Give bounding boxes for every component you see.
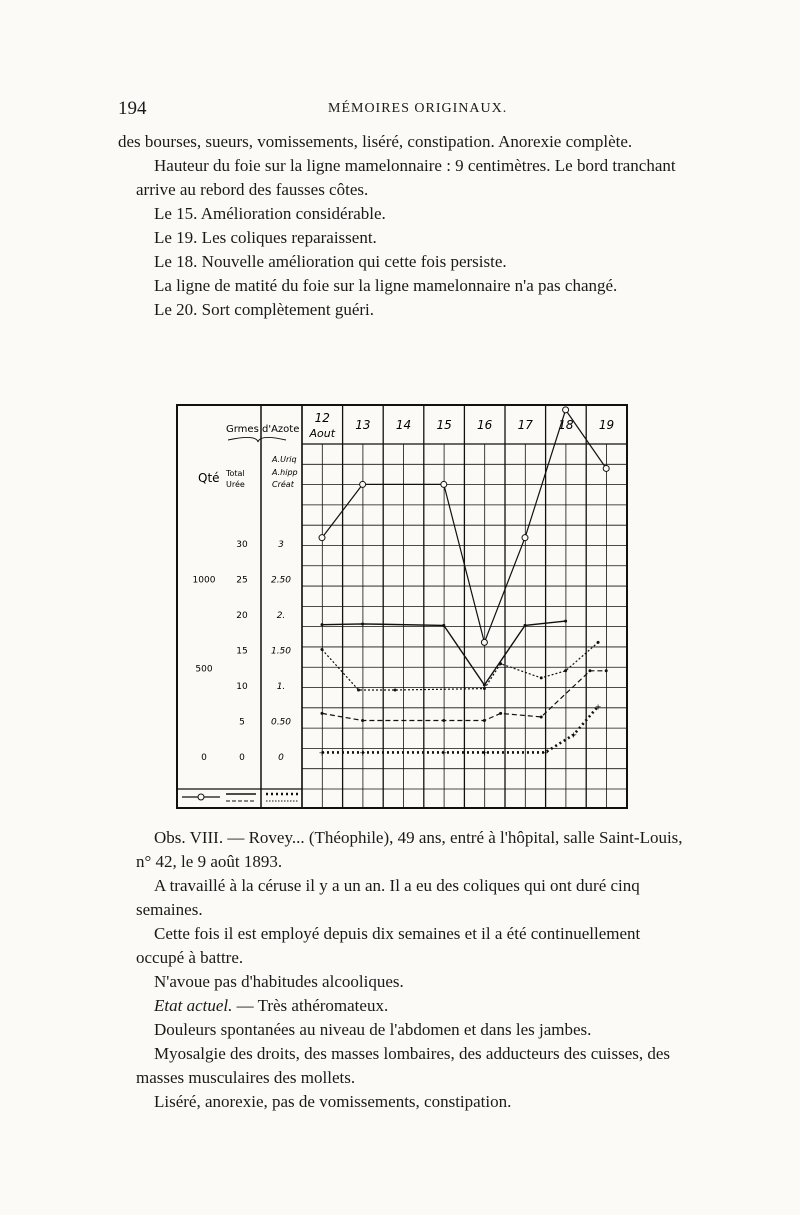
bottom-text-block — [118, 826, 684, 1114]
paragraph: A travaillé à la céruse il y a un an. Il a eu des coliques qui ont duré cinq semaines. — [136, 876, 640, 919]
data-point-ahipp — [540, 715, 543, 718]
scale-label-qte: 1000 — [192, 575, 216, 586]
paragraph: Cette fois il est employé depuis dix semaines et il a été continuellement occupé à battre. — [136, 924, 641, 967]
data-point-auriq — [564, 669, 567, 672]
data-point-auriq — [483, 687, 486, 690]
data-point-qte — [360, 481, 366, 487]
data-point-ahipp — [361, 719, 364, 722]
scale-label-auriq: 2. — [276, 611, 286, 621]
date-label: 15 — [436, 418, 452, 432]
paragraph: Hauteur du foie sur la ligne mamelonnaire : 9 centimètres. Le bord tranchant arrive au rebord des fausses côtes. — [136, 156, 676, 199]
paragraph: Douleurs spontanées au niveau de l'abdomen et dans les jambes. — [154, 1020, 592, 1039]
date-labels — [309, 411, 615, 440]
data-point-creat: + — [541, 748, 549, 758]
paragraph: Le 18. Nouvelle amélioration qui cette fois persiste. — [154, 252, 507, 271]
date-label: 16 — [477, 418, 493, 432]
page-number: 194 — [118, 98, 147, 119]
chart-svg — [176, 404, 628, 809]
scale-label-auriq: 1. — [276, 682, 286, 692]
paragraph: Le 20. Sort complètement guéri. — [154, 300, 374, 319]
data-point-qte — [481, 639, 487, 645]
data-point-auriq — [499, 662, 502, 665]
ahipp-header: A.hipp — [272, 468, 298, 477]
data-point-creat: + — [594, 702, 602, 712]
data-point-uree — [442, 624, 445, 627]
data-point-qte — [319, 535, 325, 541]
date-label: 19 — [598, 418, 615, 432]
legend-qte-marker — [198, 794, 204, 800]
scale-label-uree: 20 — [236, 611, 248, 621]
page-header — [118, 98, 688, 124]
paragraph: Myosalgie des droits, des masses lombaires, des adducteurs des cuisses, des masses musculaires des mollets. — [136, 1044, 671, 1087]
paragraph: des bourses, sueurs, vomissements, liséré, constipation. Anorexie complète. — [118, 132, 633, 151]
auriq-header: A.Uriq — [272, 455, 297, 464]
azote-header: Grmes d'Azote — [226, 424, 300, 435]
total-header: Total — [226, 469, 245, 478]
data-point-auriq — [394, 688, 397, 691]
paragraph: Liséré, anorexie, pas de vomissements, constipation. — [154, 1092, 512, 1111]
data-point-ahipp — [483, 719, 486, 722]
data-point-ahipp — [605, 669, 608, 672]
data-point-uree — [483, 684, 486, 687]
date-label: 18 — [558, 418, 574, 432]
date-label: 12 — [314, 411, 330, 425]
data-point-uree — [564, 620, 567, 623]
data-point-creat: + — [318, 748, 326, 758]
scale-label-uree: 10 — [236, 682, 248, 692]
paragraph: N'avoue pas d'habitudes alcooliques. — [154, 972, 404, 991]
etat-text: — Très athéromateux. — [236, 996, 389, 1015]
scale-label-auriq: 0.50 — [270, 717, 292, 728]
paragraph: Le 19. Les coliques reparaissent. — [154, 228, 377, 247]
scale-label-uree: 5 — [239, 717, 245, 728]
data-point-qte — [522, 535, 528, 541]
grid — [177, 405, 626, 807]
paragraph: La ligne de matité du foie sur la ligne mamelonnaire n'a pas changé. — [154, 276, 618, 295]
paragraph: Le 15. Amélioration considérable. — [154, 204, 386, 223]
date-label: Aout — [309, 427, 336, 440]
data-point-qte — [603, 465, 609, 471]
scale-label-uree: 25 — [236, 575, 248, 586]
data-point-ahipp — [321, 712, 324, 715]
scale-label-auriq: 1.50 — [270, 646, 292, 657]
date-label: 14 — [395, 418, 412, 432]
data-point-uree — [524, 624, 527, 627]
scale-labels — [193, 540, 292, 763]
scale-label-auriq: 0 — [278, 753, 284, 763]
scale-label-uree: 30 — [236, 540, 248, 550]
data-point-creat: + — [440, 748, 448, 758]
data-point-auriq — [540, 676, 543, 679]
data-point-ahipp — [442, 719, 445, 722]
data-point-creat: + — [481, 748, 488, 758]
data-point-auriq — [321, 648, 324, 651]
top-text-block — [118, 130, 684, 322]
chart-header — [198, 424, 299, 489]
data-point-auriq — [597, 641, 600, 644]
scale-label-auriq: 3 — [278, 540, 284, 550]
clinical-chart — [176, 404, 628, 813]
running-title: MÉMOIRES ORIGINAUX. — [328, 101, 508, 116]
date-label: 17 — [517, 418, 533, 432]
scale-label-qte: 0 — [201, 753, 207, 763]
data-point-uree — [361, 622, 364, 625]
uree-header: Urée — [226, 480, 245, 489]
scale-label-auriq: 2.50 — [270, 575, 292, 586]
data-point-ahipp — [499, 712, 502, 715]
azote-brace — [228, 437, 286, 442]
legend — [182, 794, 298, 801]
data-point-creat: + — [359, 748, 366, 758]
scale-label-uree: 0 — [239, 753, 245, 763]
date-label: 13 — [355, 418, 371, 432]
data-point-uree — [321, 623, 324, 626]
qte-header: Qté — [198, 471, 220, 485]
data-point-creat: + — [570, 730, 578, 740]
data-point-qte — [441, 481, 447, 487]
data-point-ahipp — [588, 669, 591, 672]
scale-label-uree: 15 — [236, 646, 248, 657]
series-line-creat — [322, 706, 598, 752]
paragraph: Obs. VIII. — Rovey... (Théophile), 49 ans, entré à l'hôpital, salle Saint-Louis, n° 42, le 9 août 1893. — [136, 828, 683, 871]
creat-header: Créat — [272, 480, 294, 489]
etat-label: Etat actuel. — [154, 996, 233, 1015]
data-point-qte — [563, 407, 569, 413]
paragraph-etat — [118, 994, 684, 1018]
data-point-auriq — [357, 688, 360, 691]
scale-label-qte: 500 — [195, 664, 213, 675]
